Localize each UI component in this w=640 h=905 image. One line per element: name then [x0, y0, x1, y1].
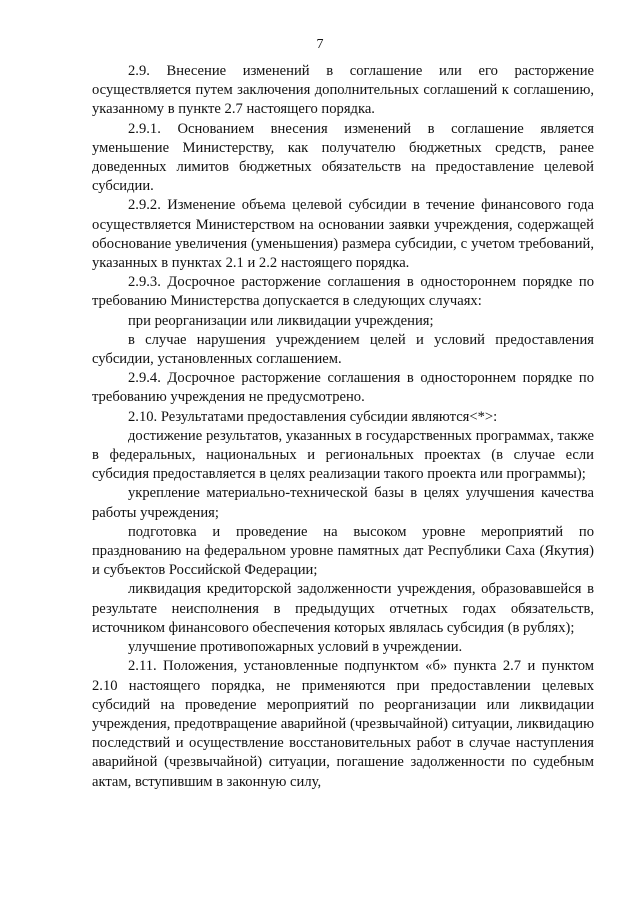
paragraph-2-10-result-5: улучшение противопожарных условий в учреждении. — [128, 639, 463, 656]
page-number: 7 — [316, 37, 324, 52]
document-body — [92, 62, 594, 792]
paragraph-2-11: 2.11. Положения, установленные подпунктом «б» пункта 2.7 и пунктом 2.10 настоящего порядка, не применяются при предоставлении целевых субсидий на проведение мероприятий по реорганизации или ликвидации учреждения, предотвращение аварийной (чрезвычайной) ситуации, ликвидацию последствий и осуществление восстановительных работ в случае наступления аварийной (чрезвычайной) ситуации, погашение задолженности по судебным актам, вступившим в законную силу, — [92, 658, 594, 790]
paragraph-2-9-1: 2.9.1. Основанием внесения изменений в соглашение является уменьшение Министерству, как получателю бюджетных средств, ранее доведенных лимитов бюджетных обязательств на предоставление целевой субсидии. — [92, 120, 594, 195]
paragraph-2-10-result-2: укрепление материально-технической базы в целях улучшения качества работы учреждения; — [92, 485, 594, 521]
paragraph-2-10-result-4: ликвидация кредиторской задолженности учреждения, образовавшейся в результате неисполнения в предыдущих отчетных годах обязательств, источником финансового обеспечения которых являлась субсидия (в рублях); — [92, 581, 594, 636]
paragraph-2-9: 2.9. Внесение изменений в соглашение или его расторжение осуществляется путем заключения дополнительных соглашений к соглашению, указанному в пункте 2.7 настоящего порядка. — [92, 63, 594, 118]
paragraph-2-10-result-3: подготовка и проведение на высоком уровне мероприятий по празднованию на федеральном уровне памятных дат Республики Саха (Якутия) и субъектов Российской Федерации; — [92, 523, 594, 579]
paragraph-2-9-3-case-2: в случае нарушения учреждением целей и условий предоставления субсидии, установленных соглашением. — [92, 331, 594, 368]
paragraph-2-9-3-case-1: при реорганизации или ликвидации учреждения; — [128, 312, 434, 329]
paragraph-2-9-4: 2.9.4. Досрочное расторжение соглашения в одностороннем порядке по требованию учреждения не предусмотрено. — [92, 370, 594, 406]
paragraph-2-9-2: 2.9.2. Изменение объема целевой субсидии в течение финансового года осуществляется Министерством на основании заявки учреждения, содержащей обоснование увеличения (уменьшения) размера субсидии, с учетом требований, указанных в пунктах 2.1 и 2.2 настоящего порядка. — [92, 197, 594, 272]
paragraph-2-10-result-1: достижение результатов, указанных в государственных программах, также в федеральных, национальных и региональных проектах (в случае если субсидия предоставляется в целях реализации такого проекта или программы); — [92, 427, 594, 483]
paragraph-2-10: 2.10. Результатами предоставления субсидии являются<*>: — [128, 408, 498, 425]
paragraph-2-9-3: 2.9.3. Досрочное расторжение соглашения в одностороннем порядке по требованию Министерства допускается в следующих случаях: — [92, 274, 594, 310]
